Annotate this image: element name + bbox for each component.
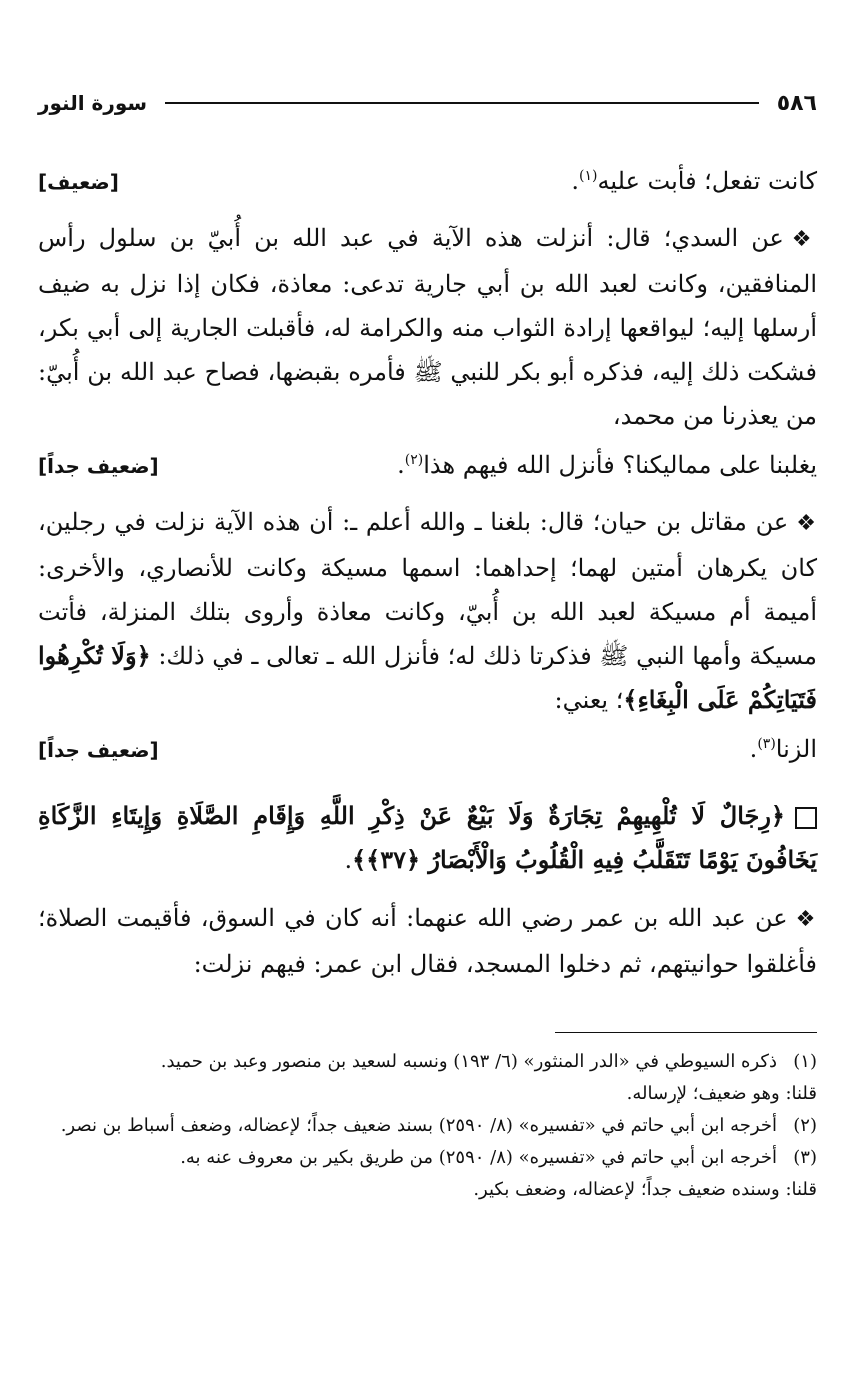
paragraph-last-line [38, 438, 817, 488]
surah-title: سورة النور [38, 91, 148, 115]
square-box-icon [795, 807, 817, 829]
paragraph-text [750, 722, 817, 771]
footnote-note-text: قلنا: وسنده ضعيف جداً؛ لإعضاله، وضعف بكير. [473, 1179, 817, 1200]
header-rule [165, 102, 759, 104]
paragraph-text: عن مقاتل بن حيان؛ قال: بلغنا ـ والله أعلم ـ: أن هذه الآية نزلت في رجلين، كان يكرهان أمتين لهما؛ إحداهما: اسمها مسيكة وكانت للأنصاري، والأخرى: أميمة أم مسيكة لعبد الله بن أُبيّ، وكانت معاذة وأروى بتلك المنزلة، فأتت مسيكة وأمها النبي ﷺ فذكرتا ذلك له؛ فأنزل الله ـ تعالى ـ في ذلك: [38, 508, 817, 670]
paragraph-text: عن عبد الله بن عمر رضي الله عنهما: أنه كان في السوق، فأقيمت الصلاة؛ فأغلقوا حوانيتهم، ثم دخلوا المسجد، فقال ابن عمر: فيهم نزلت: [38, 904, 817, 978]
paragraph-text [397, 438, 817, 487]
paragraph-last-line [38, 722, 817, 772]
paragraph-text [571, 154, 817, 203]
paragraph-continuation [38, 154, 817, 204]
footnotes [38, 1046, 817, 1206]
footnote-separator [555, 1032, 817, 1033]
grade-label: [ضعيف جداً] [38, 454, 159, 478]
page-number: ٥٨٦ [776, 90, 817, 116]
footnote-text: أخرجه ابن أبي حاتم في «تفسيره» (٨/ ٢٥٩٠) من طريق بكير بن معروف عنه به. [180, 1147, 777, 1168]
paragraph-ibn-umar [38, 896, 817, 986]
footnote-text: أخرجه ابن أبي حاتم في «تفسيره» (٨/ ٢٥٩٠) بسند ضعيف جداً؛ لإعضاله، وضعف أسباط بن نصر. [60, 1115, 777, 1136]
footnote-number: (١) [793, 1051, 817, 1072]
verse-block [38, 794, 817, 882]
text-run: . [397, 451, 405, 479]
paragraph-suddi [38, 216, 817, 488]
footnote-ref: (٢) [404, 452, 424, 468]
bullet-icon: ❖ [795, 907, 817, 932]
text-run: . [749, 735, 758, 763]
footnote-note [38, 1174, 817, 1206]
paragraph-muqatil [38, 500, 817, 772]
page-header [38, 86, 817, 120]
bullet-icon: ❖ [791, 227, 817, 252]
footnote-item [38, 1046, 817, 1078]
footnote-ref: (٣) [757, 736, 776, 752]
footnote-item [38, 1110, 817, 1142]
quran-verse: ﴿رِجَالٌ لَا تُلْهِيهِمْ تِجَارَةٌ وَلَا بَيْعٌ عَنْ ذِكْرِ اللَّهِ وَإِقَامِ الصَّلَاةِ وَإِيتَاءِ الزَّكَاةِ يَخَافُونَ يَوْمًا تَتَقَلَّبُ فِيهِ الْقُلُوبُ وَالْأَبْصَارُ ﴿٣٧﴾﴾ [38, 801, 817, 874]
paragraph-text: عن السدي؛ قال: أنزلت هذه الآية في عبد الله بن أُبيّ بن سلول رأس المنافقين، وكانت لعبد الله بن أبي جارية تدعى: معاذة، فكان إذا نزل به ضيف أرسلها إليه؛ ليواقعها إرادة الثواب منه والكرامة له، فأقبلت الجارية إلى أبي بكر، فشكت ذلك إليه، فذكره أبو بكر للنبي ﷺ فأمره بقبضها، فصاح عبد الله بن أُبيّ: من يعذرنا من محمد، [38, 224, 817, 430]
footnote-number: (٢) [793, 1115, 817, 1136]
text-run: يغلبنا على مماليكنا؟ فأنزل الله فيهم هذا [423, 451, 817, 479]
bullet-icon: ❖ [796, 511, 817, 536]
text-run: . [571, 167, 580, 195]
footnote-ref: (١) [579, 168, 598, 184]
grade-label: [ضعيف جداً] [38, 738, 159, 762]
text-run: . [344, 846, 353, 874]
footnote-note-text: قلنا: وهو ضعيف؛ لإرساله. [626, 1083, 817, 1104]
footnote-text: ذكره السيوطي في «الدر المنثور» (٦/ ١٩٣) ونسبه لسعيد بن منصور وعبد بن حميد. [160, 1051, 777, 1072]
text-run: الزنا [775, 735, 817, 763]
footnote-number: (٣) [793, 1147, 817, 1168]
paragraph-text: ؛ يعني: [554, 686, 624, 714]
main-text [38, 154, 817, 998]
footnote-note [38, 1078, 817, 1110]
text-run: كانت تفعل؛ فأبت عليه [597, 167, 817, 195]
footnote-item [38, 1142, 817, 1174]
quran-quote: ﴿وَلَا تُكْرِهُوا فَتَيَاتِكُمْ عَلَى الْبِغَاءِ﴾ [38, 641, 817, 714]
grade-label: [ضعيف] [38, 170, 119, 194]
